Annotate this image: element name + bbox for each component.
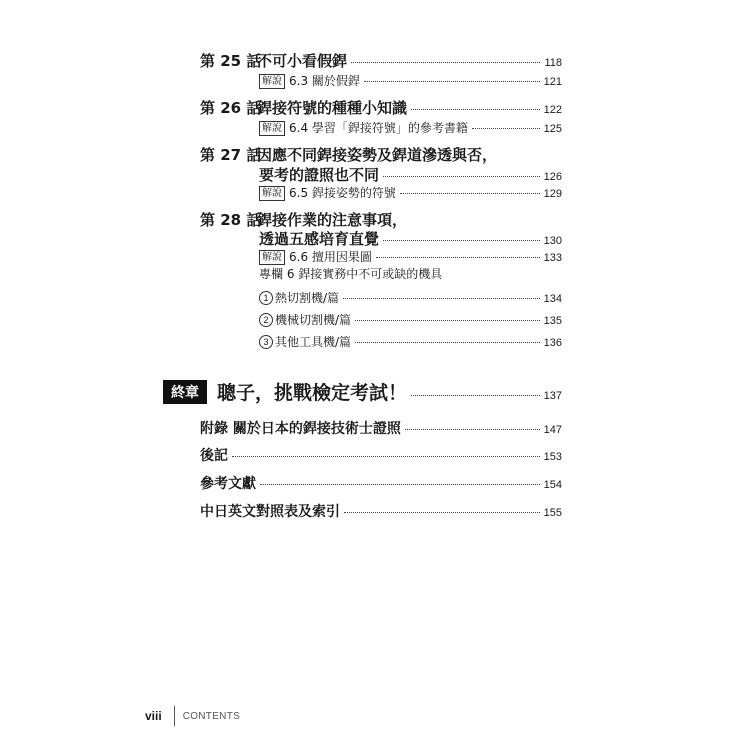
appendix-title: 附錄 關於日本的銲接技術士證照 xyxy=(200,421,401,437)
leader-dots xyxy=(260,484,540,485)
toc-entry-chapter-28-line2[interactable] xyxy=(259,228,562,249)
toc-entry-appendix[interactable] xyxy=(200,418,562,438)
page-number: 130 xyxy=(543,235,562,247)
page-number: 134 xyxy=(543,293,562,305)
page-number: 118 xyxy=(544,57,562,69)
footer-divider xyxy=(174,706,175,726)
page-number: 155 xyxy=(543,507,562,519)
page-footer xyxy=(145,706,240,726)
leader-dots xyxy=(344,512,540,513)
toc-entry-column-6-item-1[interactable] xyxy=(259,289,562,306)
leader-dots xyxy=(232,456,540,457)
toc-entry-afterword[interactable] xyxy=(200,445,562,465)
page-number: 153 xyxy=(543,451,562,463)
page-number: 133 xyxy=(543,252,562,264)
leader-dots xyxy=(411,395,540,396)
commentary-label: 解說 xyxy=(259,121,285,136)
toc-entry-final-chapter[interactable] xyxy=(163,378,562,406)
leader-dots xyxy=(376,257,540,258)
toc-entry-commentary-6-3[interactable] xyxy=(259,72,562,90)
leader-dots xyxy=(472,128,540,129)
page-number: 147 xyxy=(543,424,562,436)
commentary-label: 解說 xyxy=(259,186,285,201)
final-chapter-label: 終章 xyxy=(163,380,207,404)
chapter-title: 銲接符號的種種小知識 xyxy=(257,99,408,117)
chapter-number: 第 28 話 xyxy=(200,211,262,229)
toc-entry-chapter-27-line2[interactable] xyxy=(259,164,562,185)
chapter-title: 不可小看假銲 xyxy=(257,52,348,70)
circled-number-3: 3 xyxy=(259,335,273,349)
leader-dots xyxy=(383,176,540,177)
commentary-title: 6.3 關於假銲 xyxy=(289,74,360,88)
chapter-number: 第 26 話 xyxy=(200,99,262,117)
commentary-label: 解說 xyxy=(259,74,285,89)
page-number: 125 xyxy=(543,123,562,135)
column-title: 專欄 6 銲接實務中不可或缺的機具 xyxy=(259,267,443,281)
leader-dots xyxy=(364,81,540,82)
page-number: 126 xyxy=(543,171,562,183)
page-number: 135 xyxy=(543,315,562,327)
toc-entry-chapter-27-line1[interactable] xyxy=(200,144,562,165)
chapter-number: 第 25 話 xyxy=(200,52,262,70)
toc-entry-references[interactable] xyxy=(200,473,562,493)
chapter-title: 銲接作業的注意事項， xyxy=(257,211,408,229)
commentary-title: 6.4 學習「銲接符號」的參考書籍 xyxy=(289,121,468,135)
references-title: 參考文獻 xyxy=(200,476,256,492)
final-chapter-title: 聰子，挑戰檢定考試！ xyxy=(217,382,408,404)
chapter-title-continued: 要考的證照也不同 xyxy=(259,166,380,184)
leader-dots xyxy=(400,193,540,194)
chapter-number: 第 27 話 xyxy=(200,146,262,164)
leader-dots xyxy=(355,320,540,321)
page-number: 122 xyxy=(543,104,562,116)
column-item-title: 機械切割機/篇 xyxy=(275,313,352,327)
toc-entry-commentary-6-5[interactable] xyxy=(259,184,562,202)
page-number: 154 xyxy=(543,479,562,491)
chapter-title-continued: 透過五感培育直覺 xyxy=(259,230,380,248)
leader-dots xyxy=(411,109,540,110)
toc-entry-chapter-26[interactable] xyxy=(200,97,562,118)
commentary-title: 6.5 銲接姿勢的符號 xyxy=(289,186,396,200)
page-number: 137 xyxy=(543,390,562,402)
leader-dots xyxy=(351,62,540,63)
toc-entry-index[interactable] xyxy=(200,501,562,521)
page-number: 121 xyxy=(543,76,562,88)
leader-dots xyxy=(405,429,540,430)
circled-number-2: 2 xyxy=(259,313,273,327)
toc-entry-commentary-6-6[interactable] xyxy=(259,248,562,266)
index-title: 中日英文對照表及索引 xyxy=(200,504,340,520)
column-item-title: 其他工具機/篇 xyxy=(275,335,352,349)
toc-entry-column-6-item-2[interactable] xyxy=(259,311,562,328)
toc-entry-column-6-item-3[interactable] xyxy=(259,333,562,350)
folio-page-number: viii xyxy=(145,709,162,723)
commentary-label: 解說 xyxy=(259,250,285,265)
toc-entry-commentary-6-4[interactable] xyxy=(259,119,562,137)
afterword-title: 後記 xyxy=(200,448,228,464)
leader-dots xyxy=(355,342,540,343)
running-head: CONTENTS xyxy=(182,710,241,722)
toc-entry-chapter-28-line1[interactable] xyxy=(200,209,562,230)
circled-number-1: 1 xyxy=(259,291,273,305)
page-number: 129 xyxy=(543,188,562,200)
page-number: 136 xyxy=(543,337,562,349)
toc-entry-column-6[interactable] xyxy=(259,265,562,282)
toc-entry-chapter-25[interactable] xyxy=(200,50,562,71)
chapter-title: 因應不同銲接姿勢及銲道滲透與否， xyxy=(257,146,498,164)
leader-dots xyxy=(343,298,540,299)
commentary-title: 6.6 擅用因果圖 xyxy=(289,250,372,264)
leader-dots xyxy=(383,240,540,241)
column-item-title: 熱切割機/篇 xyxy=(275,291,340,305)
